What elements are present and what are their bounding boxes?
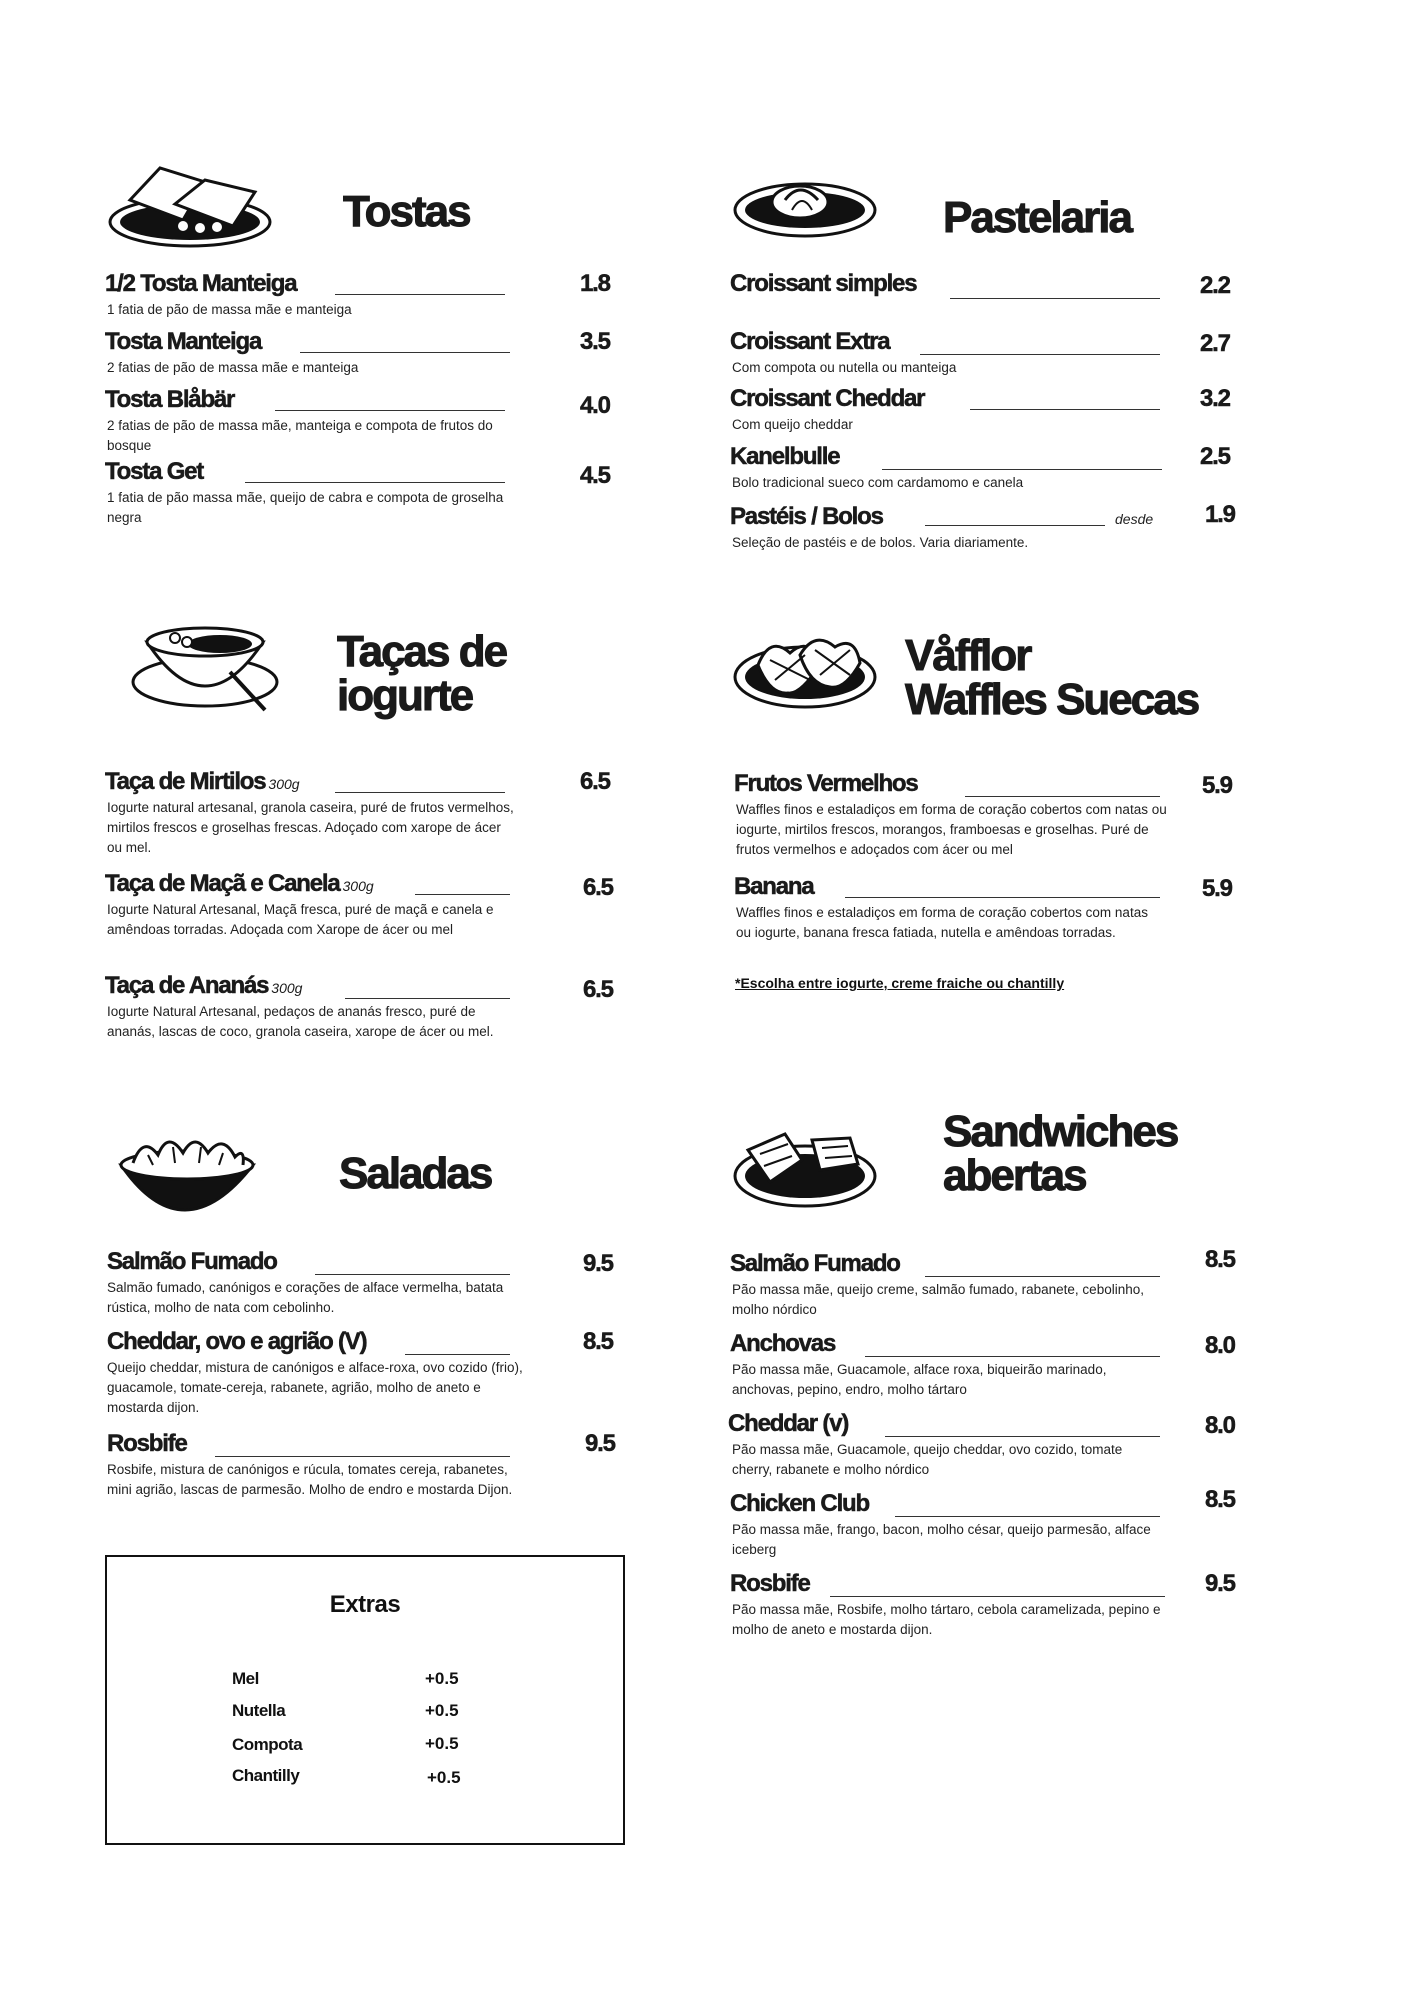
- section-title-pastelaria: Pastelaria: [943, 193, 1131, 242]
- item-name: Chicken Club: [730, 1490, 877, 1518]
- section-title-saladas: Saladas: [339, 1149, 492, 1198]
- item-weight: 300g: [268, 776, 300, 792]
- item-name: Cheddar, ovo e agrião (V): [107, 1328, 374, 1356]
- dotted-leader: [865, 1356, 1160, 1357]
- extra-price: +0.5: [425, 1701, 459, 1720]
- item-price: 1.9: [1205, 501, 1235, 528]
- item-price: 2.7: [1200, 330, 1230, 357]
- item-name: Tosta Blåbär: [105, 386, 242, 414]
- dotted-leader: [215, 1456, 510, 1457]
- item-description: Iogurte Natural Artesanal, Maçã fresca, puré de maçã e canela e amêndoas torradas. Adoçada com Xarope de ácer ou mel: [107, 902, 494, 937]
- dotted-leader: [335, 294, 505, 295]
- item-price: 2.5: [1200, 443, 1230, 470]
- item-name: Cheddar (v): [728, 1410, 856, 1438]
- item-price: 8.0: [1205, 1332, 1235, 1359]
- item-price: 5.9: [1202, 875, 1232, 902]
- dotted-leader: [950, 298, 1160, 299]
- dotted-leader: [845, 897, 1160, 898]
- dotted-leader: [925, 1276, 1160, 1277]
- item-description: Pão massa mãe, Guacamole, queijo cheddar, ovo cozido, tomate cherry, rabanete e molho nórdico: [732, 1442, 1123, 1477]
- item-price: 8.5: [583, 1328, 613, 1355]
- item-price: 6.5: [580, 768, 610, 795]
- item-description: Waffles finos e estaladiços em forma de coração cobertos com natas ou iogurte, mirtilos frescos, morangos, framboesas e groselhas. Puré de frutos vermelhos e adoçados com ácer ou mel: [736, 802, 1167, 857]
- extra-price: +0.5: [425, 1669, 459, 1688]
- extra-name: Mel: [232, 1669, 259, 1688]
- item-price: 4.0: [580, 392, 610, 419]
- item-name: Banana: [734, 873, 822, 901]
- pastry-plate-illustration: [730, 170, 880, 250]
- item-description: 2 fatias de pão de massa mãe e manteiga: [107, 360, 359, 375]
- dotted-leader: [920, 354, 1160, 355]
- item-price: 9.5: [585, 1430, 615, 1457]
- item-description: Rosbife, mistura de canónigos e rúcula, tomates cereja, rabanetes, mini agrião, lascas de parmesão. Molho de endro e mostarda Dijon.: [107, 1462, 513, 1497]
- dotted-leader: [830, 1596, 1165, 1597]
- item-description: Queijo cheddar, mistura de canónigos e alface-roxa, ovo cozido (frio), guacamole, tomate-cereja, rabanete, agrião, molho de aneto e mostarda dijon.: [107, 1360, 523, 1415]
- dotted-leader: [882, 469, 1162, 470]
- section-title-sandwiches: Sandwiches abertas: [943, 1107, 1178, 1200]
- item-price: 2.2: [1200, 272, 1230, 299]
- item-price: 4.5: [580, 462, 610, 489]
- dotted-leader: [405, 1354, 510, 1355]
- dotted-leader: [275, 410, 505, 411]
- extra-price: +0.5: [425, 1734, 459, 1753]
- extra-name: Nutella: [232, 1701, 286, 1720]
- item-description: Pão massa mãe, queijo creme, salmão fumado, rabanete, cebolinho, molho nórdico: [732, 1282, 1144, 1317]
- item-name: Anchovas: [730, 1330, 843, 1358]
- item-name: Croissant simples: [730, 270, 924, 298]
- dotted-leader: [885, 1436, 1160, 1437]
- dotted-leader: [970, 409, 1160, 410]
- price-prefix: desde: [1115, 511, 1154, 527]
- dotted-leader: [245, 482, 505, 483]
- extra-name: Compota: [232, 1735, 303, 1754]
- item-price: 9.5: [1205, 1570, 1235, 1597]
- item-name: 1/2 Tosta Manteiga: [105, 270, 304, 298]
- item-description: Iogurte Natural Artesanal, pedaços de ananás fresco, puré de ananás, lascas de coco, granola caseira, xarope de ácer ou mel.: [107, 1004, 494, 1039]
- item-description: Iogurte natural artesanal, granola caseira, puré de frutos vermelhos, mirtilos frescos e groselhas frescas. Adoçado com xarope de ácer ou mel.: [107, 800, 514, 855]
- item-name: Salmão Fumado: [107, 1248, 285, 1276]
- item-name: Salmão Fumado: [730, 1250, 908, 1278]
- waffle-plate-illustration: [730, 625, 880, 715]
- item-description: Pão massa mãe, Rosbife, molho tártaro, cebola caramelizada, pepino e molho de aneto e mostarda dijon.: [732, 1602, 1161, 1637]
- item-name: Croissant Extra: [730, 328, 897, 356]
- item-description: 1 fatia de pão de massa mãe e manteiga: [107, 302, 352, 317]
- item-name: Rosbife: [730, 1570, 818, 1598]
- item-weight: 300g: [342, 878, 374, 894]
- item-name: Croissant Cheddar: [730, 385, 932, 413]
- item-price: 6.5: [583, 976, 613, 1003]
- yogurt-bowl-illustration: [125, 620, 290, 715]
- item-name: Kanelbulle: [730, 443, 847, 471]
- waffles-note: *Escolha entre iogurte, creme fraiche ou chantilly: [735, 975, 1065, 991]
- item-weight: 300g: [271, 980, 303, 996]
- item-description: Bolo tradicional sueco com cardamomo e canela: [732, 475, 1024, 490]
- item-name-text: Taça de Mirtilos: [105, 768, 266, 795]
- item-description: 2 fatias de pão de massa mãe, manteiga e compota de frutos do bosque: [107, 418, 493, 453]
- dotted-leader: [925, 525, 1105, 526]
- item-name: Pastéis / Bolos: [730, 503, 891, 531]
- item-description: Pão massa mãe, frango, bacon, molho césar, queijo parmesão, alface iceberg: [732, 1522, 1151, 1557]
- section-title-tacas: Taças de iogurte: [337, 627, 507, 720]
- item-description: Com compota ou nutella ou manteiga: [732, 360, 957, 375]
- dotted-leader: [315, 1274, 510, 1275]
- item-price: 9.5: [583, 1250, 613, 1277]
- item-name: Rosbife: [107, 1430, 195, 1458]
- item-description: Salmão fumado, canónigos e corações de alface vermelha, batata rústica, molho de nata com cebolinho.: [107, 1280, 504, 1315]
- item-description: Pão massa mãe, Guacamole, alface roxa, biqueirão marinado, anchovas, pepino, endro, molho tártaro: [732, 1362, 1107, 1397]
- item-price: 8.5: [1205, 1246, 1235, 1273]
- dotted-leader: [335, 792, 505, 793]
- item-name: Frutos Vermelhos: [734, 770, 926, 798]
- salad-bowl-illustration: [113, 1125, 263, 1230]
- extra-name: Chantilly: [232, 1766, 300, 1785]
- dotted-leader: [895, 1516, 1160, 1517]
- item-price: 8.0: [1205, 1412, 1235, 1439]
- item-name: [105, 870, 382, 898]
- item-description: Com queijo cheddar: [732, 417, 853, 432]
- dotted-leader: [300, 352, 510, 353]
- toast-plate-illustration: [105, 160, 275, 250]
- item-price: 8.5: [1205, 1486, 1235, 1513]
- item-description: 1 fatia de pão massa mãe, queijo de cabra e compota de groselha negra: [107, 490, 504, 525]
- extra-price: +0.5: [427, 1768, 461, 1787]
- dotted-leader: [415, 894, 510, 895]
- item-price: 5.9: [1202, 772, 1232, 799]
- dotted-leader: [965, 796, 1160, 797]
- sandwich-plate-illustration: [730, 1120, 880, 1215]
- item-name: Tosta Manteiga: [105, 328, 269, 356]
- item-price: 3.5: [580, 328, 610, 355]
- section-title-waffles: Våfflor Waffles Suecas: [905, 631, 1199, 724]
- item-price: 1.8: [580, 270, 610, 297]
- item-description: Waffles finos e estaladiços em forma de coração cobertos com natas ou iogurte, banana fresca fatiada, nutella e amêndoas torradas.: [736, 905, 1148, 940]
- item-name: [105, 768, 308, 796]
- dotted-leader: [345, 998, 510, 999]
- item-name: Tosta Get: [105, 458, 211, 486]
- section-title-tostas: Tostas: [343, 187, 470, 236]
- extras-box: [105, 1555, 625, 1845]
- item-name-text: Taça de Maçã e Canela: [105, 870, 340, 897]
- item-name-text: Taça de Ananás: [105, 972, 269, 999]
- item-price: 3.2: [1200, 385, 1230, 412]
- extras-title: Extras: [329, 1591, 401, 1618]
- item-price: 6.5: [583, 874, 613, 901]
- item-description: Seleção de pastéis e de bolos. Varia diariamente.: [732, 535, 1029, 550]
- item-name: [105, 972, 310, 1000]
